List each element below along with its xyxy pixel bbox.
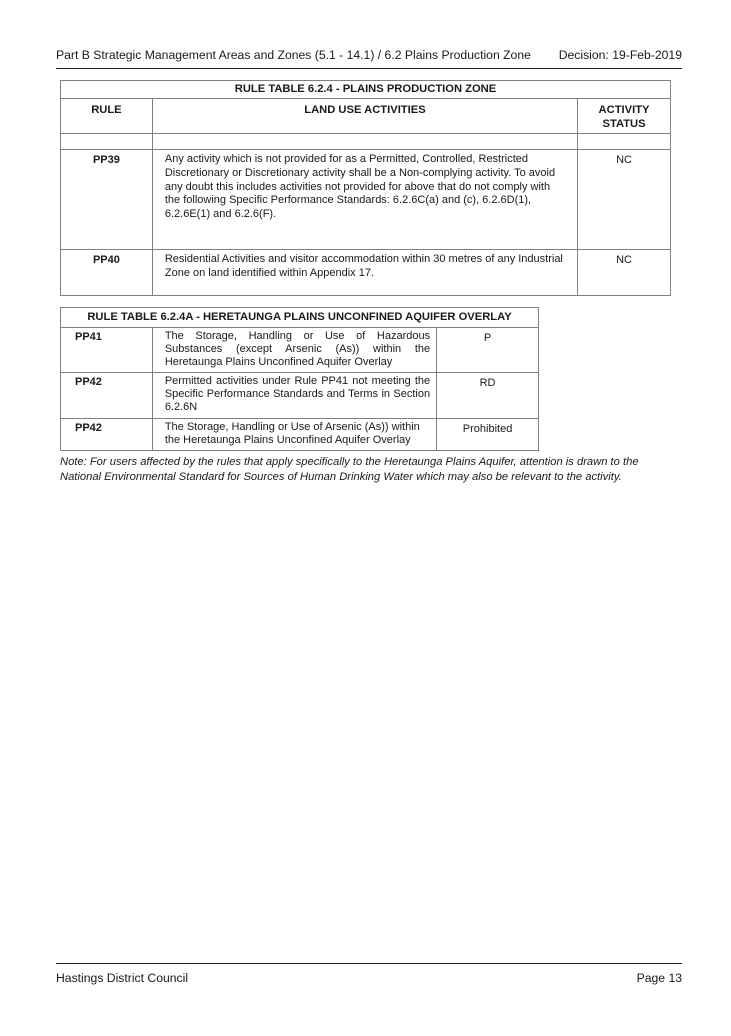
column-header-activity-status: [578, 99, 671, 134]
table-row: [61, 328, 539, 373]
rule-id: PP41: [61, 328, 153, 373]
header-decision-date: Decision: 19-Feb-2019: [558, 48, 682, 62]
column-header-rule: RULE: [61, 99, 153, 134]
rule-table-6-2-4: [60, 80, 671, 296]
rule-status: NC: [578, 150, 671, 250]
rule-table-6-2-4a-title: RULE TABLE 6.2.4A - HERETAUNGA PLAINS UNCONFINED AQUIFER OVERLAY: [61, 308, 539, 328]
rule-status: Prohibited: [437, 418, 539, 450]
rule-activity: Any activity which is not provided for as a Permitted, Controlled, Restricted Discretionary or Discretionary activity shall be a Non-complying activity. To avoid any doubt this includes activities not provided for above that do not comply with the following Specific Performance Standards: 6.2.6C(a) and (c), 6.2.6D(1), 6.2.6E(1) and 6.2.6(F).: [152, 150, 577, 250]
rule-table-6-2-4a: [60, 307, 539, 451]
rule-status: NC: [578, 250, 671, 296]
rule-id: PP42: [61, 418, 153, 450]
table-row: [61, 372, 539, 418]
table-row: [61, 418, 539, 450]
header-section-title: Part B Strategic Management Areas and Zones (5.1 - 14.1) / 6.2 Plains Production Zone: [56, 48, 531, 62]
rule-id: PP42: [61, 372, 153, 418]
table-spacer-row: [61, 134, 671, 150]
aquifer-note: Note: For users affected by the rules that apply specifically to the Heretaunga Plains Aquifer, attention is drawn to the National Environmental Standard for Sources of Human Drinking Water which may also be relevant to the activity.: [60, 456, 639, 484]
rule-activity: The Storage, Handling or Use of Arsenic (As)) within the Heretaunga Plains Unconfined Aquifer Overlay: [152, 418, 436, 450]
column-header-activity-status-text: ACTIVITY STATUS: [598, 104, 650, 130]
page-footer: [56, 963, 682, 985]
footer-page-number: Page 13: [636, 971, 682, 985]
table-row: [61, 250, 671, 296]
rule-activity: Permitted activities under Rule PP41 not meeting the Specific Performance Standards and Terms in Section 6.2.6N: [152, 372, 436, 418]
page-header: [56, 48, 682, 69]
rule-id: PP40: [61, 250, 153, 296]
column-header-land-use-activities: LAND USE ACTIVITIES: [152, 99, 577, 134]
table-row: [61, 150, 671, 250]
footer-council-name: Hastings District Council: [56, 971, 189, 985]
rule-activity: The Storage, Handling or Use of Hazardous Substances (except Arsenic (As)) within the Heretaunga Plains Unconfined Aquifer Overlay: [152, 328, 436, 373]
rule-activity: Residential Activities and visitor accommodation within 30 metres of any Industrial Zone on land identified within Appendix 17.: [152, 250, 577, 296]
rule-status: RD: [437, 372, 539, 418]
rule-status: P: [437, 328, 539, 373]
rule-table-6-2-4-title: RULE TABLE 6.2.4 - PLAINS PRODUCTION ZONE: [61, 81, 671, 99]
rule-id: PP39: [61, 150, 153, 250]
